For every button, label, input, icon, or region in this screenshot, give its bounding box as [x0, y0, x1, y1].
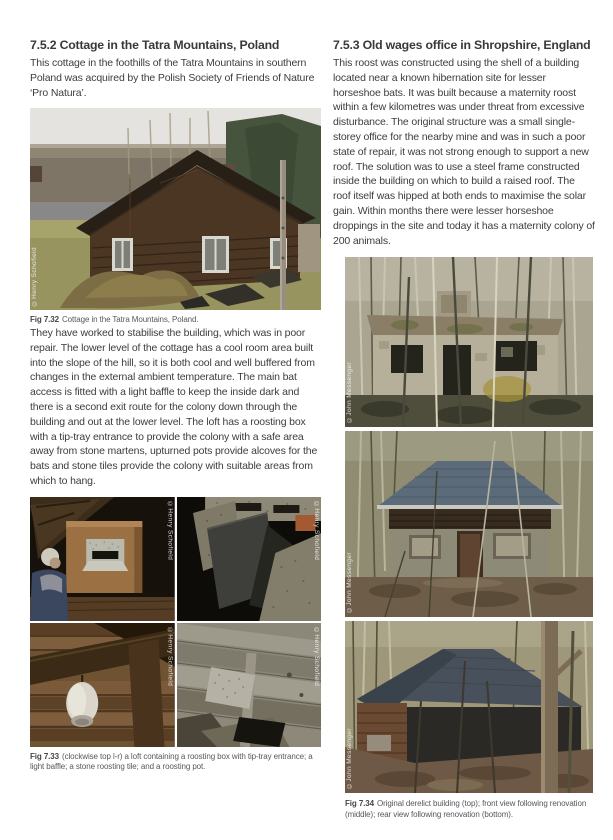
caption-fig-732-label: Fig 7.32	[30, 315, 59, 325]
photographer-credit: ©John Messenger	[346, 552, 353, 614]
cottage-illustration	[30, 108, 321, 310]
photo-light-baffle	[177, 497, 322, 621]
photo-renovated-front	[345, 431, 593, 617]
photo-cottage-tatra	[30, 108, 321, 310]
photographer-credit: ©Henry Schofield	[313, 500, 320, 561]
photo-loft-roosting-box	[30, 497, 175, 621]
caption-fig-734-label: Fig 7.34	[345, 799, 374, 809]
photo-composite-loft	[30, 497, 321, 747]
caption-fig-733-label: Fig 7.33	[30, 751, 59, 761]
light-baffle-illustration	[177, 497, 322, 621]
caption-fig-733	[30, 752, 321, 773]
renovated-rear-illustration	[345, 621, 593, 793]
caption-fig-734-text: Original derelict building (top); front view following renovation (middle); rear view following renovation (bottom).	[345, 799, 587, 819]
renovated-front-illustration	[345, 431, 593, 617]
left-paragraph-1: This cottage in the foothills of the Tatra Mountains in southern Poland was acquired by the Polish Society of Friends of Nature ‘Pro Natura’.	[30, 57, 315, 99]
caption-fig-732-text: Cottage in the Tatra Mountains, Poland.	[62, 315, 199, 325]
left-paragraph-2: They have worked to stabilise the building, which was in poor repair. The lower level of the cottage has a cool room area built into the slope of the hill, so it is both cool and well buffered from changes in the external ambient temperature. The main bat access is fitted with a light baffle to keep the inside dark and there is a second exit route for the colony down through the building and out at the lower level. The loft has a roosting box with a tip-tray entrance to provide the colony with a safe area away from stone martens, upturned pots provide alcoves for the bats and stone tiles provide the colony with suitable areas from which to hang.	[30, 326, 318, 487]
stone-tile-illustration	[177, 623, 322, 747]
left-column	[30, 38, 321, 773]
roosting-pot-illustration	[30, 623, 175, 747]
right-column	[333, 38, 595, 821]
derelict-building-illustration	[345, 257, 593, 427]
photo-renovated-rear	[345, 621, 593, 793]
photo-derelict-building	[345, 257, 593, 427]
photographer-credit: ©John Messenger	[346, 728, 353, 790]
section-heading-753: 7.5.3 Old wages office in Shropshire, England	[333, 38, 591, 52]
photographer-credit: ©Henry Schofield	[313, 626, 320, 687]
caption-fig-734	[345, 799, 593, 820]
photographer-credit: ©Henry Schofield	[31, 247, 38, 307]
section-heading-752: 7.5.2 Cottage in the Tatra Mountains, Poland	[30, 38, 280, 52]
photo-stone-roosting-tile	[177, 623, 322, 747]
photographer-credit: ©Henry Schofield	[166, 626, 174, 687]
caption-fig-733-text: (clockwise top l-r) a loft containing a roosting box with tip-tray entrance; a light baffle; a stone roosting tile; and a roosting pot.	[30, 751, 313, 772]
photographer-credit: ©John Messenger	[346, 362, 353, 424]
caption-fig-732	[30, 315, 321, 326]
right-paragraph-1: This roost was constructed using the shell of a building located near a known hibernation site for lesser horseshoe bats. It was built because a maternity roost within a few kilometres was under threat from excessive disturbance. The original structure was a small single-storey office for the nearby mine and was in such a poor state of repair, it was not strong enough to support a new roof. The solution was to use a steel frame constructed inside the building on which to build a raised roof. The roof itself was hipped at both ends to maximise the solar gain. Within months there were lesser horseshoe droppings in the site and today it has a maternity colony of 200 animals.	[333, 57, 595, 247]
photo-roosting-pot	[30, 623, 175, 747]
photographer-credit: ©Henry Schofield	[166, 500, 174, 561]
roosting-box-illustration	[30, 497, 175, 621]
